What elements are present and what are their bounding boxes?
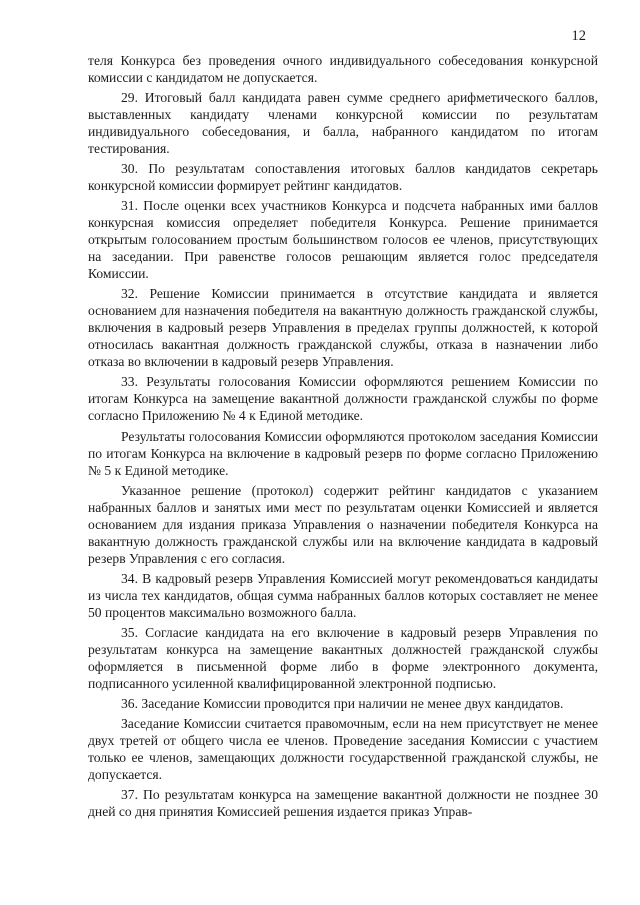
paragraph: Указанное решение (протокол) содержит рейтинг кандидатов с указанием набранных баллов и занятых ими мест по результатам оценки Комиссией и является основанием для издания приказа Управления о назначении победителя Конкурса на вакантную должность гражданской службы или на включение кандидата в кадровый резерв Управления с его согласия. (88, 482, 598, 566)
paragraph: теля Конкурса без проведения очного индивидуального собеседования конкурсной комиссии с кандидатом не допускается. (88, 53, 598, 85)
paragraph: 34. В кадровый резерв Управления Комиссией могут рекомендоваться кандидаты из числа тех кандидатов, общая сумма набранных баллов которых составляет не менее 50 процентов максимально возможного балла. (88, 570, 598, 620)
paragraph: 35. Согласие кандидата на его включение в кадровый резерв Управления по результатам конкурса на замещение вакантных должностей гражданской службы оформляется в письменной форме либо в форме электронного документа, подписанного усиленной квалифицированной электронной подписью. (88, 624, 598, 691)
paragraph: 30. По результатам сопоставления итоговых баллов кандидатов секретарь конкурсной комиссии формирует рейтинг кандидатов. (88, 161, 598, 194)
document-body (88, 52, 598, 823)
paragraph: 37. По результатам конкурса на замещение вакантной должности не позднее 30 дней со дня принятия Комиссией решения издается приказ Управ- (88, 787, 598, 820)
paragraph: Заседание Комиссии считается правомочным, если на нем присутствует не менее двух третей от общего числа ее членов. Проведение заседания Комиссии с участием только ее членов, замещающих должности государственной гражданской службы, не допускается. (88, 716, 598, 783)
page-number: 12 (571, 28, 586, 44)
paragraph: 31. После оценки всех участников Конкурса и подсчета набранных ими баллов конкурсная комиссия определяет победителя Конкурса. Решение принимается открытым голосованием простым большинством голосов ее членов, присутствующих на заседании. При равенстве голосов решающим является голос председателя Комиссии. (88, 198, 598, 282)
paragraph: 36. Заседание Комиссии проводится при наличии не менее двух кандидатов. (121, 695, 564, 711)
paragraph: 32. Решение Комиссии принимается в отсутствие кандидата и является основанием для назначения победителя на вакантную должность гражданской службы, включения в кадровый резерв Управления в пределах группы должностей, к которой относилась вакантная должность гражданской службы, отказа в назначении либо отказа во включении в кадровый резерв Управления. (88, 286, 598, 370)
paragraph: 29. Итоговый балл кандидата равен сумме среднего арифметического баллов, выставленных кандидату членами конкурсной комиссии по результатам индивидуального собеседования, и балла, набранного кандидатом по итогам тестирования. (88, 90, 598, 157)
paragraph: Результаты голосования Комиссии оформляются протоколом заседания Комиссии по итогам Конкурса на включение в кадровый резерв по форме согласно Приложению № 5 к Единой методике. (88, 428, 598, 478)
paragraph: 33. Результаты голосования Комиссии оформляются решением Комиссии по итогам Конкурса на замещение вакантной должности гражданской службы по форме согласно Приложению № 4 к Единой методике. (88, 374, 598, 424)
